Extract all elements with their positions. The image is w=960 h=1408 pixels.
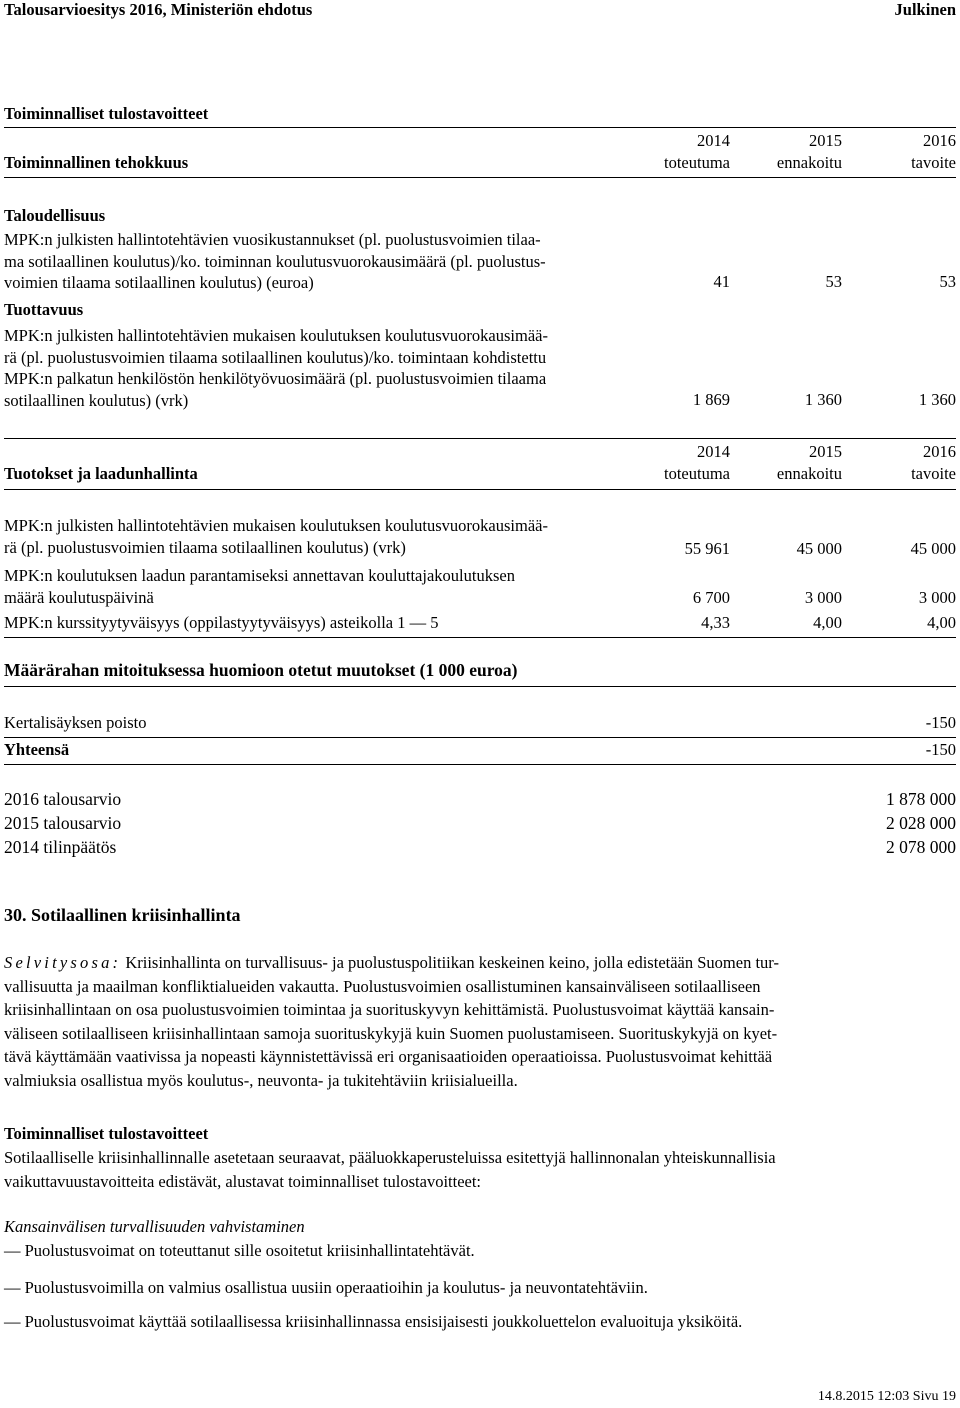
row-text-line: voimien tilaama sotilaallinen koulutus) (euroa) [4, 273, 314, 292]
row-text-line: MPK:n julkisten hallintotehtävien mukaisen koulutuksen koulutusvuorokausimää- [4, 516, 548, 535]
budget-label: 2014 tilinpäätös [4, 837, 117, 857]
cell-value: 45 000 [910, 539, 956, 558]
col-year-2014: 2014 [697, 442, 730, 461]
page-footer: 14.8.2015 12:03 Sivu 19 [817, 1389, 956, 1404]
cell-value: 45 000 [796, 539, 842, 558]
table-row-label: MPK:n kurssityytyväisyys (oppilastyytyväisyys) asteikolla 1 — 5 [4, 613, 439, 632]
col-year-2016: 2016 [923, 442, 956, 461]
cell-value: 6 700 [692, 588, 730, 607]
rule [4, 177, 956, 178]
paragraph-line: Kriisinhallinta on turvallisuus- ja puolustuspolitiikan keskeinen keino, jolla edistetään Suomen tur- [125, 953, 779, 972]
goals-paragraph [4, 1146, 956, 1193]
bullet-item: — Puolustusvoimat käyttää sotilaallisessa kriisinhallinnassa ensisijaisesti joukkoluettelon evaluoituja yksiköitä. [4, 1312, 743, 1331]
table-title: Toiminnallinen tehokkuus [4, 153, 189, 172]
row-text-line: määrä koulutuspäivinä [4, 587, 154, 607]
changes-total-value: -150 [925, 740, 956, 759]
paragraph-line: väliseen sotilaalliseen kriisinhallintaan samoja suorituskykyjä kuin Suomen puolustamiseen. Suorituskykyjä on kyet- [4, 1023, 778, 1043]
row-text-line: MPK:n palkatun henkilöstön henkilötyövuosimäärä (pl. puolustusvoimien tilaama [4, 369, 547, 388]
row-text-line: sotilaallinen koulutus) (vrk) [4, 390, 189, 410]
cell-value: 1 360 [918, 390, 956, 409]
cell-value: 53 [939, 272, 956, 291]
paragraph-line: Sotilaalliselle kriisinhallinnalle asetetaan seuraavat, pääluokkaperusteluissa esitettyjä hallinnonalan yhteiskunnallisia [4, 1148, 776, 1167]
explanation-paragraph [4, 951, 956, 1092]
goals-title: Toiminnalliset tulostavoitteet [4, 1124, 209, 1143]
budget-value: 2 028 000 [886, 813, 956, 833]
rule [4, 438, 956, 439]
table-title: Tuotokset ja laadunhallinta [4, 464, 198, 483]
col-kind-2014: toteutuma [664, 153, 730, 172]
budget-label: 2015 talousarvio [4, 813, 122, 833]
rule [4, 737, 956, 738]
paragraph-line: valmiuksia osallistua myös koulutus-, neuvonta- ja tukitehtäviin kriisialueilla. [4, 1070, 518, 1090]
cell-value: 4,00 [927, 613, 956, 632]
rule [4, 637, 956, 638]
table-row-label [4, 229, 546, 294]
changes-item-value: -150 [925, 713, 956, 732]
budget-label: 2016 talousarvio [4, 789, 122, 809]
cell-value: 53 [825, 272, 842, 291]
changes-title: Määrärahan mitoituksessa huomioon otetut muutokset (1 000 euroa) [4, 660, 518, 680]
col-kind-2015: ennakoitu [776, 153, 842, 172]
doc-header-status: Julkinen [894, 0, 956, 19]
cell-value: 3 000 [804, 588, 842, 607]
col-kind-2016: tavoite [911, 464, 956, 483]
goals-subtitle: Kansainvälisen turvallisuuden vahvistaminen [4, 1217, 305, 1236]
col-kind-2016: tavoite [911, 153, 956, 172]
col-year-2014: 2014 [697, 131, 730, 150]
paragraph-line: kriisinhallintaan on osa puolustusvoimien toimintaa ja suorituskyvyn kehittämistä. Puolustusvoimat käyttää kansain- [4, 1000, 775, 1019]
group-label: Tuottavuus [4, 300, 84, 319]
paragraph-line: tävä käyttämään vaativissa ja nopeasti käynnistettävissä eri organisaatioiden operaatioissa. Puolustusvoimat kehittää [4, 1047, 773, 1066]
cell-value: 4,00 [813, 613, 842, 632]
changes-total-label: Yhteensä [4, 740, 70, 759]
paragraph-line: vaikuttavuustavoitteita edistävät, alustavat toiminnalliset tulostavoitteet: [4, 1171, 482, 1191]
col-kind-2015: ennakoitu [776, 464, 842, 483]
section-heading: 30. Sotilaallinen kriisinhallinta [4, 905, 241, 925]
cell-value: 3 000 [918, 588, 956, 607]
bullet-item: — Puolustusvoimat on toteuttanut sille osoitetut kriisinhallintatehtävät. [4, 1241, 475, 1260]
row-text-line: rä (pl. puolustusvoimien tilaama sotilaallinen koulutus) (vrk) [4, 537, 406, 557]
table-row-label [4, 515, 548, 558]
table-row-label [4, 325, 548, 411]
col-year-2015: 2015 [809, 442, 842, 461]
row-text-line: MPK:n julkisten hallintotehtävien mukaisen koulutuksen koulutusvuorokausimää- [4, 326, 548, 345]
col-year-2015: 2015 [809, 131, 842, 150]
row-text-line: MPK:n koulutuksen laadun parantamiseksi annettavan kouluttajakoulutuksen [4, 566, 515, 585]
row-text-line: ma sotilaallinen koulutus)/ko. toiminnan koulutusvuorokausimäärä (pl. puolustus- [4, 251, 546, 271]
budget-value: 1 878 000 [886, 789, 956, 809]
col-kind-2014: toteutuma [664, 464, 730, 483]
doc-header-title: Talousarvioesitys 2016, Ministeriön ehdotus [4, 0, 313, 19]
section-title: Toiminnalliset tulostavoitteet [4, 104, 209, 123]
row-text-line: rä (pl. puolustusvoimien tilaama sotilaallinen koulutus)/ko. toimintaan kohdistettu [4, 347, 547, 367]
rule [4, 686, 956, 687]
rule [4, 489, 956, 490]
bullet-item: — Puolustusvoimilla on valmius osallistua uusiin operaatioihin ja koulutus- ja neuvontatehtäviin. [4, 1278, 648, 1297]
explanation-lead: Selvitysosa: [4, 953, 122, 972]
cell-value: 41 [713, 272, 730, 291]
row-text-line: MPK:n julkisten hallintotehtävien vuosikustannukset (pl. puolustusvoimien tilaa- [4, 230, 541, 249]
cell-value: 4,33 [701, 613, 730, 632]
budget-value: 2 078 000 [886, 837, 956, 857]
rule [4, 127, 956, 128]
paragraph-line: vallisuutta ja maailman konfliktialueiden vakautta. Puolustusvoimien osallistuminen kansainväliseen sotilaalliseen [4, 976, 761, 996]
cell-value: 1 869 [692, 390, 730, 409]
table-row-label [4, 565, 515, 608]
cell-value: 1 360 [804, 390, 842, 409]
cell-value: 55 961 [684, 539, 730, 558]
changes-item-label: Kertalisäyksen poisto [4, 713, 147, 732]
col-year-2016: 2016 [923, 131, 956, 150]
group-label: Taloudellisuus [4, 206, 106, 225]
rule [4, 764, 956, 765]
